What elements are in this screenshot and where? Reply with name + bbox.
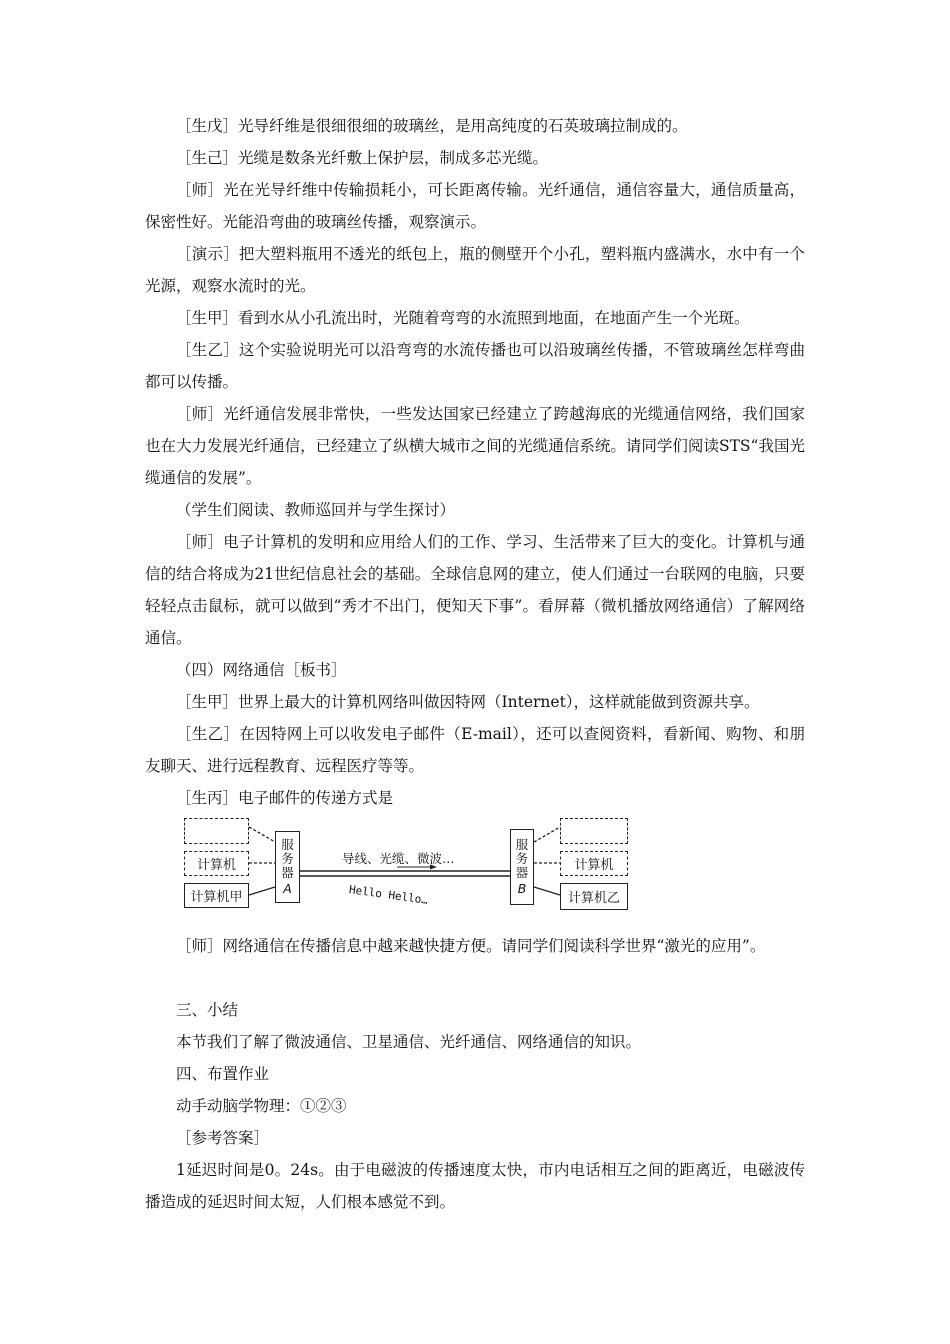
server-b-text: 服务器 [515,837,529,880]
paragraph-5: ［生甲］看到水从小孔流出时，光随着弯弯的水流照到地面，在地面产生一个光斑。 [176,309,750,327]
paragraph-16: 1延迟时间是0。24s。由于电磁波的传播速度太快，市内电话相互之间的距离近，电磁波传播造成的延迟时间太短，人们根本感觉不到。 [145,1161,805,1211]
paragraph-14: 本节我们了解了微波通信、卫星通信、光纤通信、网络通信的知识。 [176,1033,642,1051]
paragraph-11: ［生乙］在因特网上可以收发电子邮件（E-mail），还可以查阅资料，看新闻、购物、和朋友聊天、进行远程教育、远程医疗等等。 [145,725,805,775]
right-computer-yi-label: 计算机乙 [567,891,620,906]
paragraph-8: （学生们阅读、教师巡回并与学生探讨） [176,501,456,519]
server-b-label: B [517,881,527,896]
server-a [275,831,300,903]
section-heading-homework: 四、布置作业 [176,1065,270,1083]
right-computer-middle [560,851,628,876]
left-computer-middle [184,851,249,876]
email-transmission-diagram [182,815,632,915]
paragraph-2: ［生己］光缆是数条光纤敷上保护层，制成多芯光缆。 [176,149,549,167]
paragraph-12: ［生丙］电子邮件的传递方式是 [176,789,394,807]
paragraph-3: ［师］光在光导纤维中传输损耗小，可长距离传输。光纤通信，通信容量大，通信质量高，保密性好。光能沿弯曲的玻璃丝传播，观察演示。 [145,181,805,231]
server-a-label: A [283,881,292,896]
paragraph-1: ［生戊］光导纤维是很细很细的玻璃丝，是用高纯度的石英玻璃拉制成的。 [176,117,688,135]
right-computer-top [560,818,628,844]
paragraph-9: ［师］电子计算机的发明和应用给人们的工作、学习、生活带来了巨大的变化。计算机与通信的结合将成为21世纪信息社会的基础。全球信息网的建立，使人们通过一台联网的电脑，只要轻轻点击鼠标，就可以做到“秀才不出门，便知天下事”。看屏幕（微机播放网络通信）了解网络通信。 [145,533,805,647]
server-b [510,829,534,905]
paragraph-15: 动手动脑学物理：①②③ [176,1097,347,1115]
paragraph-7: ［师］光纤通信发展非常快，一些发达国家已经建立了跨越海底的光缆通信网络，我们国家也在大力发展光纤通信，已经建立了纵横大城市之间的光缆通信系统。请同学们阅读STS“我国光缆通信的发展”。 [145,405,805,487]
left-computer-jia [184,883,249,908]
paragraph-13: ［师］网络通信在传播信息中越来越快捷方便。请同学们阅读科学世界“激光的应用”。 [176,937,766,955]
left-computer-top [184,818,249,844]
right-computer-yi [560,883,628,910]
paragraph-6: ［生乙］这个实验说明光可以沿弯弯的水流传播也可以沿玻璃丝传播，不管玻璃丝怎样弯曲都可以传播。 [145,341,805,391]
paragraph-4: ［演示］把大塑料瓶用不透光的纸包上，瓶的侧壁开个小孔，塑料瓶内盛满水，水中有一个光源，观察水流时的光。 [145,245,805,295]
link-medium-label: 导线、光缆、微波… [342,851,455,866]
section-heading-answers: ［参考答案］ [176,1129,270,1147]
left-computer-jia-label: 计算机甲 [190,890,243,905]
hello-message-text: Hello Hello… [348,883,429,907]
section-heading-network: （四）网络通信［板书］ [176,661,347,679]
section-heading-summary: 三、小结 [176,1001,239,1019]
right-computer-middle-label: 计算机 [574,858,614,873]
left-computer-middle-label: 计算机 [196,858,236,873]
paragraph-10: ［生甲］世界上最大的计算机网络叫做因特网（Internet），这样就能做到资源共享。 [176,693,760,711]
server-a-text: 服务器 [281,837,294,880]
